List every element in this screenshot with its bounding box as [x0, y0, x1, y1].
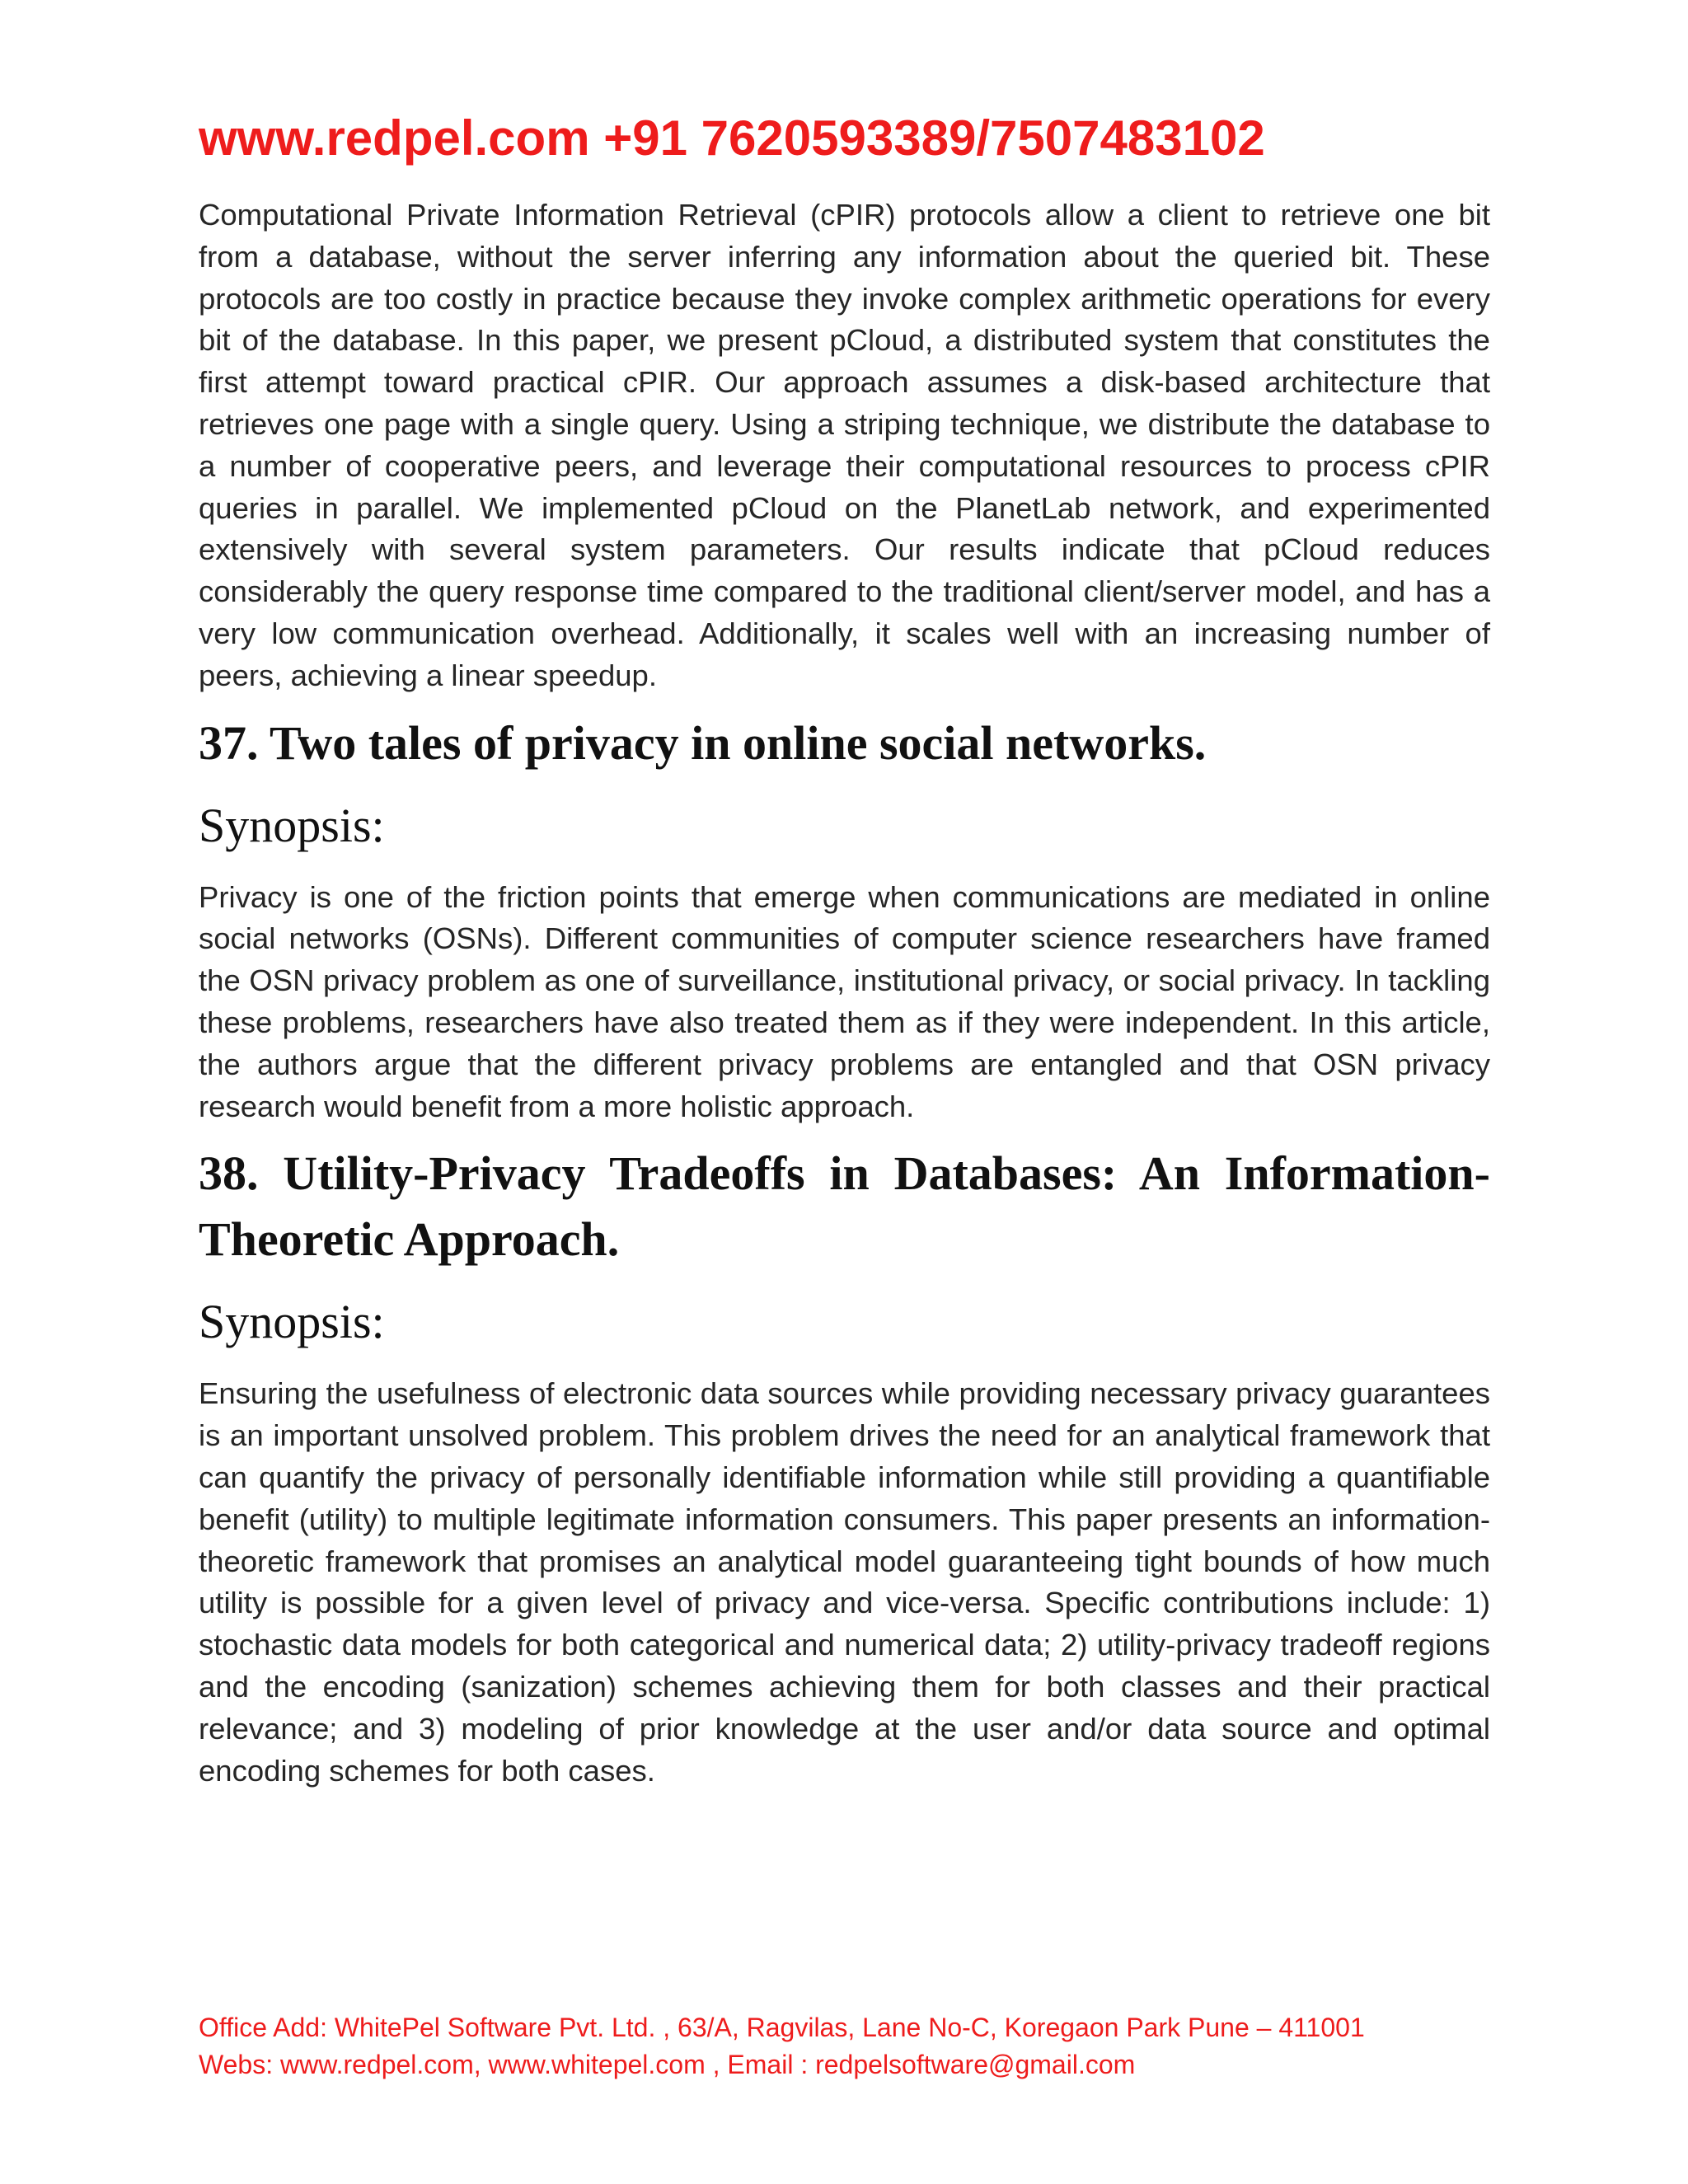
section-title-38: 38. Utility-Privacy Tradeoffs in Databases: An Information-Theoretic Approach.	[199, 1146, 1490, 1267]
document-body	[199, 194, 1490, 1792]
footer-office-address: Office Add: WhitePel Software Pvt. Ltd. , 63/A, Ragvilas, Lane No-C, Koregaon Park Pune – 411001	[199, 2013, 1365, 2042]
synopsis-label-38: Synopsis:	[199, 1295, 385, 1349]
abstract-paragraph-38: Ensuring the usefulness of electronic data sources while providing necessary privacy guarantees is an important unsolved problem. This problem drives the need for an analytical framework that can quantify the privacy of personally identifiable information while still providing a quantifiable benefit (utility) to multiple legitimate information consumers. This paper presents an information-theoretic framework that promises an analytical model guaranteeing tight bounds of how much utility is possible for a given level of privacy and vice-versa. Specific contributions include: 1) stochastic data models for both categorical and numerical data; 2) utility-privacy tradeoff regions and the encoding (sanization) schemes achieving them for both classes and their practical relevance; and 3) modeling of prior knowledge at the user and/or data source and optimal encoding schemes for both cases.	[199, 1376, 1490, 1788]
abstract-paragraph-36: Computational Private Information Retrieval (cPIR) protocols allow a client to retrieve one bit from a database, without the server inferring any information about the queried bit. These protocols are too costly in practice because they invoke complex arithmetic operations for every bit of the database. In this paper, we present pCloud, a distributed system that constitutes the first attempt toward practical cPIR. Our approach assumes a disk-based architecture that retrieves one page with a single query. Using a striping technique, we distribute the database to a number of cooperative peers, and leverage their computational resources to process cPIR queries in parallel. We implemented pCloud on the PlanetLab network, and experimented extensively with several system parameters. Our results indicate that pCloud reduces considerably the query response time compared to the traditional client/server model, and has a very low communication overhead. Additionally, it scales well with an increasing number of peers, achieving a linear speedup.	[199, 198, 1490, 692]
section-title-37: 37. Two tales of privacy in online social networks.	[199, 715, 1207, 770]
synopsis-label-37: Synopsis:	[199, 798, 385, 852]
abstract-paragraph-37: Privacy is one of the friction points that emerge when communications are mediated in online social networks (OSNs). Different communities of computer science researchers have framed the OSN privacy problem as one of surveillance, institutional privacy, or social privacy. In tackling these problems, researchers have also treated them as if they were independent. In this article, the authors argue that the different privacy problems are entangled and that OSN privacy research would benefit from a more holistic approach.	[199, 879, 1490, 1123]
header-contact-line: www.redpel.com +91 7620593389/7507483102	[199, 110, 1265, 166]
footer-websites-email: Webs: www.redpel.com, www.whitepel.com , Email : redpelsoftware@gmail.com	[199, 2050, 1136, 2079]
page-footer	[199, 2009, 1365, 2083]
